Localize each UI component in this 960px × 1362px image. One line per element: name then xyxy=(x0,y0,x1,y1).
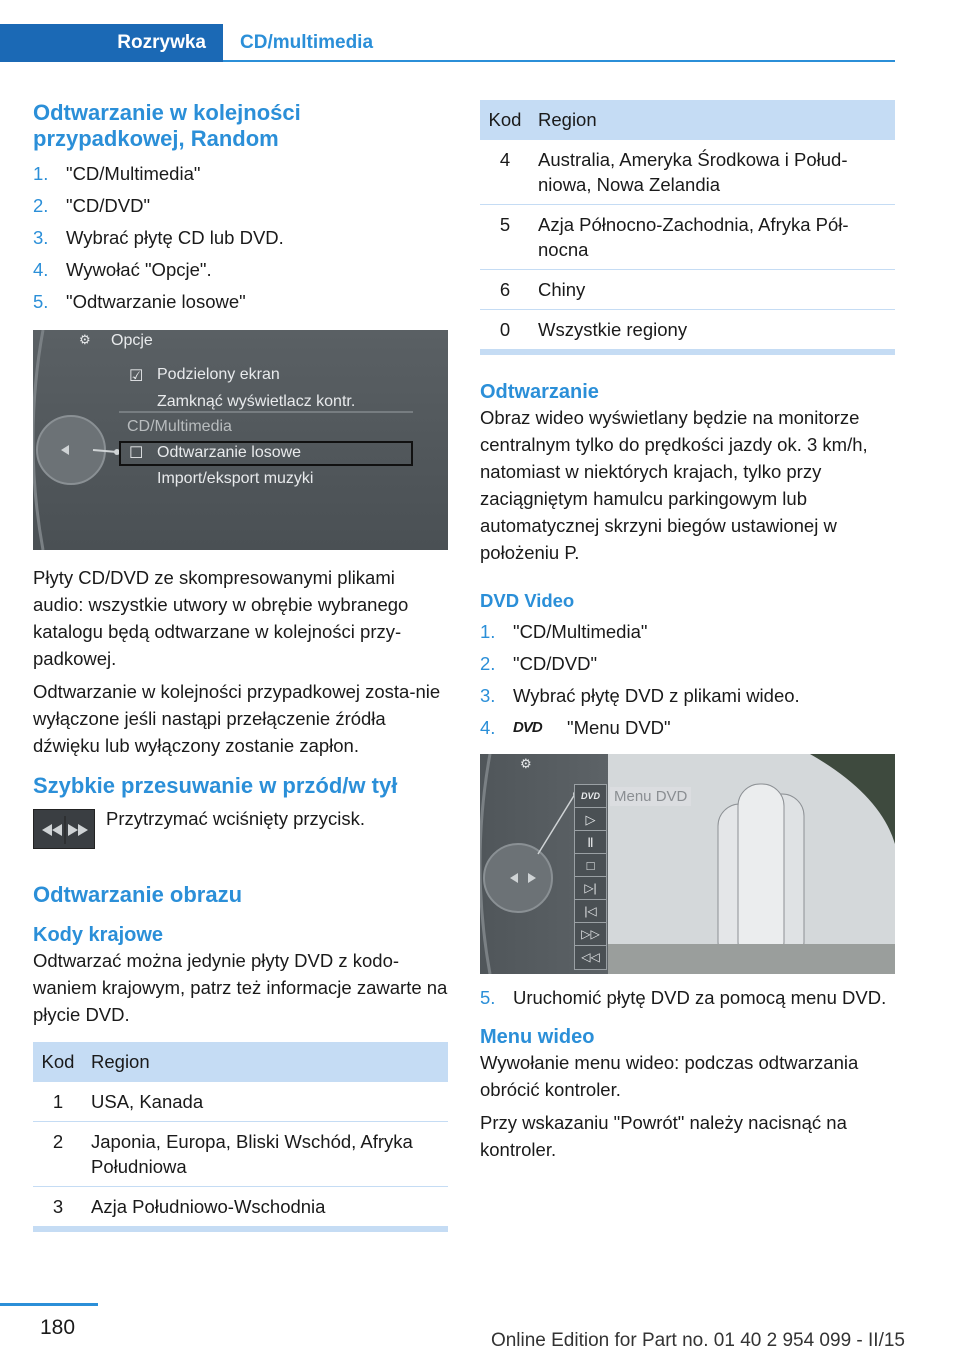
dvd-heading: DVD Video xyxy=(480,590,575,611)
options-screenshot xyxy=(33,330,448,550)
image-heading: Odtwarzanie obrazu xyxy=(33,882,243,907)
table-header: Kod Region xyxy=(33,1042,448,1082)
table-row: 1 USA, Kanada xyxy=(33,1082,448,1122)
table-row: 0 Wszystkie regiony xyxy=(480,310,895,350)
right-column xyxy=(480,100,895,1163)
gear-icon: ⚙ xyxy=(79,332,91,347)
table-row: 4 Australia, Ameryka Środkowa i Połud‐niowa, Nowa Zelandia xyxy=(480,140,895,205)
tab-cd-multimedia[interactable]: CD/multimedia xyxy=(240,32,374,53)
list-item: 3. Wybrać płytę DVD z plikami wideo. xyxy=(480,685,800,706)
rewind-icon[interactable]: ◁◁ xyxy=(581,950,600,964)
next-chapter-icon[interactable]: ▷| xyxy=(575,877,606,900)
menu-heading: Menu wideo xyxy=(480,1026,595,1048)
menu-text-1: Wywołanie menu wideo: podczas odtwarzania obrócić kontroler. xyxy=(480,1052,859,1100)
ff-text: Przytrzymać wciśnięty przycisk. xyxy=(106,808,366,829)
list-item: 1. "CD/Multimedia" xyxy=(33,163,201,184)
option-import-export[interactable]: Import/eksport muzyki xyxy=(157,470,314,487)
previous-chapter-icon[interactable]: |◁ xyxy=(575,900,606,923)
dvd-menu-label: Menu DVD xyxy=(610,787,691,806)
page-number: 180 xyxy=(40,1316,76,1339)
left-column xyxy=(33,100,448,1232)
header-rule xyxy=(223,60,895,62)
play-heading: Odtwarzanie xyxy=(480,381,599,403)
list-item: 4. Wywołać "Opcje". xyxy=(33,259,212,280)
option-random-play[interactable]: Odtwarzanie losowe xyxy=(157,444,302,461)
play-icon[interactable]: ▷ xyxy=(575,808,606,831)
header-tabs xyxy=(0,0,895,62)
list-item: 2. "CD/DVD" xyxy=(33,195,151,216)
list-item: 4. DVD "Menu DVD" xyxy=(480,712,895,744)
dvd-steps xyxy=(480,616,895,744)
tab-rozrywka[interactable]: Rozrywka xyxy=(0,24,223,62)
table-row: 5 Azja Północno-Zachodnia, Afryka Pół‐nocna xyxy=(480,205,895,270)
dvd-logo-icon: DVD xyxy=(513,719,542,736)
check-icon: ☑ xyxy=(129,368,144,385)
ff-heading: Szybkie przesuwanie w przód/w tył xyxy=(33,773,398,798)
table-end-rule xyxy=(33,1227,448,1232)
paragraph-compressed: Płyty CD/DVD ze skompresowanymi plikami audio: wszystkie utwory w obrębie wybranego katalogu będą odtwarzane w kolejności przy‐padkowej. xyxy=(33,567,409,669)
dvd-control-panel xyxy=(574,784,607,970)
random-steps xyxy=(33,158,448,318)
list-item: 3. Wybrać płytę CD lub DVD. xyxy=(33,227,284,248)
option-split-screen[interactable]: Podzielony ekran xyxy=(157,366,280,383)
page-number-rule xyxy=(0,1303,98,1306)
edition-text: Online Edition for Part no. 01 40 2 954 099 - II/15 xyxy=(490,1330,905,1351)
table-header: Kod Region xyxy=(480,100,895,140)
options-title: Opcje xyxy=(111,332,153,349)
paragraph-random-off: Odtwarzanie w kolejności przypadkowej zosta‐nie wyłączone jeśli nastąpi przełączenie źródła dźwięku lub wyłączony zostanie zapłon. xyxy=(33,681,441,756)
menu-text-2: Przy wskazaniu "Powrót" należy nacisnąć na kontroler. xyxy=(480,1112,847,1160)
table-row: 6 Chiny xyxy=(480,270,895,310)
random-heading: Odtwarzanie w kolejności przypadkowej, Random xyxy=(33,100,301,151)
dvd-logo-icon[interactable]: DVD xyxy=(575,785,606,808)
list-item: 5. Uruchomić płytę DVD za pomocą menu DVD. xyxy=(480,987,887,1008)
pause-icon[interactable]: Ⅱ xyxy=(575,831,606,854)
list-item: 1. "CD/Multimedia" xyxy=(480,621,648,642)
codes-text: Odtwarzać można jedynie płyty DVD z kodo‐waniem krajowym, patrz też informacje zawarte na płycie DVD. xyxy=(33,950,448,1025)
dvd-menu-screenshot xyxy=(480,754,895,974)
controller-graphic xyxy=(33,330,448,550)
table-row: 2 Japonia, Europa, Bliski Wschód, Afryka Południowa xyxy=(33,1122,448,1187)
dvd-step5 xyxy=(480,984,895,1011)
list-item: 5. "Odtwarzanie losowe" xyxy=(33,291,246,312)
table-row: 3 Azja Południowo-Wschodnia xyxy=(33,1187,448,1227)
list-item: 2. "CD/DVD" xyxy=(480,653,598,674)
region-table-left xyxy=(33,1042,448,1227)
skip-buttons-icon xyxy=(33,809,95,849)
region-table-right xyxy=(480,100,895,350)
stop-icon[interactable]: □ xyxy=(575,854,606,877)
fast-forward-icon[interactable]: ▷▷ xyxy=(575,923,606,946)
ff-row xyxy=(33,809,448,849)
option-close-display[interactable]: Zamknąć wyświetlacz kontr. xyxy=(157,393,356,410)
gear-icon: ⚙ xyxy=(520,756,532,771)
checkbox-icon: ☐ xyxy=(129,445,144,462)
play-text: Obraz wideo wyświetlany będzie na monitorze centralnym tylko do prędkości jazdy ok. 3 km/h, natomiast w niektórych krajach, tylko przy zaciągniętym hamulcu parkingowym lub automatycznej skrzyni biegów ustawionej w położeniu P. xyxy=(480,407,868,563)
section-cd-multimedia: CD/Multimedia xyxy=(127,418,232,435)
table-end-rule xyxy=(480,350,895,355)
codes-heading: Kody krajowe xyxy=(33,924,164,946)
